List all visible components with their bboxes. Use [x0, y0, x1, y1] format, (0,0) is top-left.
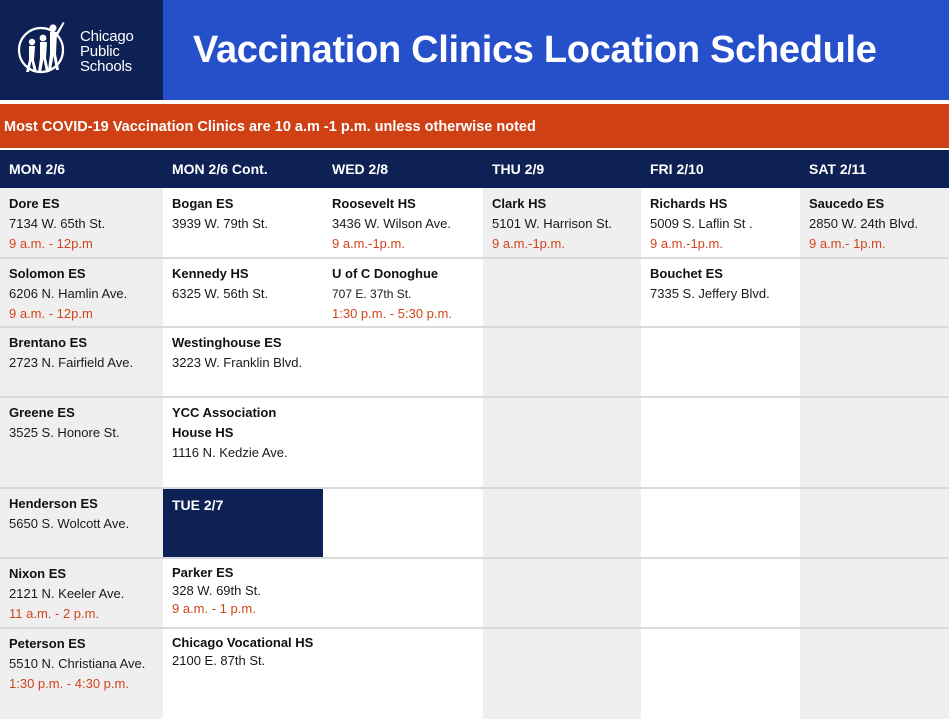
clinic-entry	[323, 188, 483, 254]
cps-logo[interactable]	[0, 0, 163, 100]
clinic-entry	[0, 488, 163, 534]
clinic-entry	[163, 397, 323, 463]
clinic-address: 328 W. 69th St.	[172, 583, 261, 598]
column-thu	[483, 188, 641, 719]
clinic-address: 6206 N. Hamlin Ave.	[9, 286, 128, 301]
clinic-time: 9 a.m.-1p.m.	[332, 236, 405, 251]
clinic-name: Saucedo ES	[809, 196, 885, 211]
clinic-name: Henderson ES	[9, 496, 98, 511]
clinic-time: 9 a.m. - 1 p.m.	[172, 601, 256, 616]
clinic-name: Chicago Vocational HS	[172, 635, 314, 650]
clinic-time: 11 a.m. - 2 p.m.	[9, 606, 100, 621]
clinic-time: 1:30 p.m. - 4:30 p.m.	[9, 676, 129, 691]
clinic-name: Peterson ES	[9, 636, 86, 651]
clinic-address: 7335 S. Jeffery Blvd.	[650, 286, 770, 301]
clinic-address: 5101 W. Harrison St.	[492, 216, 612, 231]
clinic-name: U of C Donoghue	[332, 266, 439, 281]
clinic-entry	[0, 258, 163, 324]
clinic-address: 6325 W. 56th St.	[172, 286, 269, 301]
clinic-name: Nixon ES	[9, 566, 67, 581]
day-header-mon-cont: MON 2/6 Cont.	[172, 161, 268, 177]
clinic-name: YCC Association House HS	[172, 405, 277, 440]
clinic-name: Clark HS	[492, 196, 547, 211]
clinic-name: Parker ES	[172, 565, 234, 580]
clinic-time: 9 a.m. - 12p.m	[9, 236, 93, 251]
clinic-entry	[163, 628, 323, 670]
cps-logo-icon	[16, 16, 66, 80]
day-header-thu: THU 2/9	[492, 161, 545, 177]
clinic-name: Brentano ES	[9, 335, 88, 350]
logo-line-3: Schools	[80, 58, 132, 75]
clinic-entry	[0, 397, 163, 443]
clinic-time: 9 a.m. - 12p.m	[9, 306, 93, 321]
clinic-entry	[163, 188, 323, 234]
title-bar	[163, 0, 949, 100]
clinic-address: 3525 S. Honore St.	[9, 425, 120, 440]
clinic-name: Roosevelt HS	[332, 196, 416, 211]
clinic-entry	[641, 188, 800, 254]
column-sat	[800, 188, 949, 719]
clinic-entry	[163, 558, 323, 618]
clinic-name: Kennedy HS	[172, 266, 249, 281]
clinic-address: 2100 E. 87th St.	[172, 653, 266, 668]
clinic-address: 2850 W. 24th Blvd.	[809, 216, 919, 231]
clinic-entry	[800, 188, 949, 254]
logo-line-1: Chicago	[80, 28, 134, 45]
clinic-time: 9 a.m.-1p.m.	[650, 236, 723, 251]
clinic-entry	[0, 558, 163, 624]
clinic-address: 3436 W. Wilson Ave.	[332, 216, 451, 231]
logo-line-2: Public	[80, 43, 120, 60]
clinic-entry	[323, 258, 483, 324]
day-header-fri: FRI 2/10	[650, 161, 704, 177]
clinic-address: 7134 W. 65th St.	[9, 216, 106, 231]
clinic-address: 5510 N. Christiana Ave.	[9, 656, 146, 671]
header	[0, 0, 949, 100]
day-header-tue: TUE 2/7	[163, 489, 323, 557]
clinic-address: 3939 W. 79th St.	[172, 216, 269, 231]
day-header-wed: WED 2/8	[332, 161, 389, 177]
clinic-time: 1:30 p.m. - 5:30 p.m.	[332, 306, 452, 321]
clinic-entry	[641, 258, 800, 304]
clinic-entry	[483, 188, 641, 254]
clinic-name: Richards HS	[650, 196, 728, 211]
clinic-entry	[163, 327, 323, 373]
clinic-entry	[0, 628, 163, 694]
clinic-name: Bouchet ES	[650, 266, 723, 281]
day-header-mon: MON 2/6	[9, 161, 66, 177]
clinic-address: 1116 N. Kedzie Ave.	[172, 445, 288, 460]
day-header-sat: SAT 2/11	[809, 161, 867, 177]
notice-text: Most COVID-19 Vaccination Clinics are 10 a.m -1 p.m. unless otherwise noted	[4, 119, 536, 135]
clinic-address: 2121 N. Keeler Ave.	[9, 586, 125, 601]
clinic-time: 9 a.m.-1p.m.	[492, 236, 565, 251]
clinic-address: 5650 S. Wolcott Ave.	[9, 516, 130, 531]
clinic-address: 707 E. 37th St.	[332, 287, 412, 301]
clinic-name: Westinghouse ES	[172, 335, 282, 350]
clinic-address: 3223 W. Franklin Blvd.	[172, 355, 303, 370]
clinic-entry	[0, 327, 163, 373]
clinic-address: 5009 S. Laflin St .	[650, 216, 753, 231]
logo-wordmark	[80, 29, 134, 74]
page-title: Vaccination Clinics Location Schedule	[193, 29, 877, 71]
clinic-address: 2723 N. Fairfield Ave.	[9, 355, 134, 370]
day-header-row	[0, 150, 949, 188]
notice-banner	[0, 104, 949, 148]
clinic-name: Solomon ES	[9, 266, 86, 281]
clinic-time: 9 a.m.- 1p.m.	[809, 236, 886, 251]
clinic-entry	[163, 258, 323, 304]
clinic-name: Greene ES	[9, 405, 75, 420]
clinic-name: Bogan ES	[172, 196, 234, 211]
clinic-name: Dore ES	[9, 196, 60, 211]
clinic-entry	[0, 188, 163, 254]
